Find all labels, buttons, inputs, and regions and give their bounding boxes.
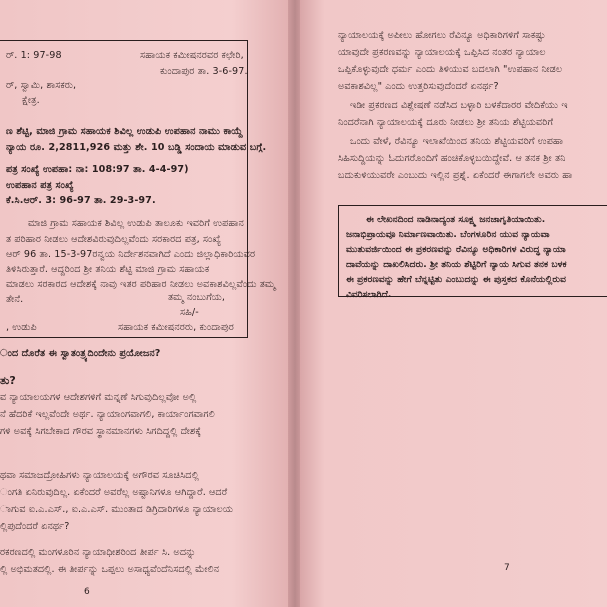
paragraph-line: ಾಗುವ ಐ.ಎ.ಎಸ್., ಐ.ಎ.ಎಸ್. ಮುಂತಾದ ಡಿಗ್ರಿದಾರಿಗಳೂ ನ್ಯಾಯಾಲಯ	[0, 504, 234, 515]
letter-addressee-line2: ಕ್ಷೇತ್ರ.	[22, 95, 40, 106]
paragraph-line: ಂಗತಿ ಏನಿರುವುದಿಲ್ಲ. ಏಕೆಂದರೆ ಅವರೆಲ್ಲ ಅಷ್ಟಾನಿಗಳೂ ಆಗಿದ್ದಾರೆ. ಆದರೆ	[0, 487, 228, 498]
paragraph-line: ನೆ ಹೆದರಿಕೆ ಇಲ್ಲವೆಂದೇ ಅರ್ಥ. ನ್ಯಾಯಾಂಗವಾಗಲಿ, ಕಾರ್ಯಾಂಗವಾಗಲಿ	[0, 409, 215, 420]
letter-body: ತಿಳಿಸಿರುತ್ತಾರೆ. ಆದ್ದರಿಂದ ಶ್ರೀ ತನಿಯ ಶೆಟ್ಟಿ ಮಾಜಿ ಗ್ರಾಮ ಸಹಾಯಕ	[6, 264, 210, 275]
paragraph-line: ಗಳಿ ಅವಕ್ಕೆ ಸಿಗಬೇಕಾದ ಗೌರವ ಸ್ಥಾನಮಾನಗಳು ಸಿಗದಿದ್ದಲ್ಲಿ ದೇಶಕ್ಕೆ	[0, 426, 202, 437]
letter-reference-line2: ಉಪಹಾನ ಪತ್ರ ಸಂಖ್ಯೆ	[6, 180, 74, 191]
note-line: ಜನಾಭಿಪ್ರಾಯವೂ ನಿರ್ಮಾಣವಾಯಿತು. ಬೆಂಗಳೂರಿನ ಯುವ ನ್ಯಾಯವಾ	[346, 230, 550, 240]
question-line: ಂದ ದೊರೆತ ಈ ಸ್ವಾತಂತ್ರ್ಯದಿಂದೇನು ಪ್ರಯೋಜನ?	[0, 348, 161, 359]
letter-footer-right: ಸಹಾಯಕ ಕಮೀಷನರರು, ಕುಂದಾಪುರ	[118, 322, 234, 333]
letter-reference: ಪತ್ರ ಸಂಖ್ಯೆ ಉಪಹಾ: ನಾ: 108:97 ತಾ. 4-4-97)	[6, 164, 189, 175]
page-number: 7	[504, 563, 510, 573]
letter-footer-left: , ಉಡುಪಿ	[6, 322, 37, 333]
paragraph-line: ನ್ಯಾಯಾಲಯಕ್ಕೆ ಅಪೀಲು ಹೋಗಲು ರೆವಿನ್ಯೂ ಅಧಿಕಾರಿಗಳಿಗೆ ಸಾಕಷ್ಟು	[338, 30, 546, 41]
note-line: ದಾವೆಯನ್ನು ದಾಖಲಿಸಿದರು. ಶ್ರೀ ತನಿಯ ಶೆಟ್ಟಿರಿಗೆ ನ್ಯಾಯ ಸಿಗುವ ತನಕ ಬಳಕ	[346, 260, 567, 270]
paragraph-line: ಬದುಕುಳಿಯುವರೇ ಎಂಬುದು ಇಲ್ಲಿನ ಪ್ರಶ್ನೆ. ಏಕೆಂದರೆ ಈಗಾಗಲೇ ಅವರು ಹಾ	[338, 170, 573, 181]
paragraph-line: ಲ್ಲಿಪುದೆಂದರೆ ಏನರ್ಥ?	[0, 521, 70, 532]
letter-body: ತ ಪರಿಹಾರ ನೀಡಲು ಆದೇಶವಿರುವುದಿಲ್ಲವೆಂದು ಸರಕಾರದ ಪತ್ರ, ಸಂಖ್ಯೆ	[6, 234, 222, 245]
letter-subject-line2: ನ್ಯಾಯ ರೂ. 2,2811,926 ಮತ್ತು ಶೇ. 10 ಬಡ್ಡಿ ಸಂದಾಯ ಮಾಡುವ ಬಗ್ಗೆ.	[6, 142, 267, 153]
letter-body: ಮಾಜಿ ಗ್ರಾಮ ಸಹಾಯಕ ಶಿವಿಲ್ಲ ಉಡುಪಿ ತಾಲೂಕು ಇವರಿಗೆ ಉಪಹಾನ	[28, 218, 244, 229]
letter-signature: ಸಹಿ/-	[180, 307, 199, 318]
letter-closing: ತಮ್ಮ ನಂಬುಗೆಯ,	[168, 292, 226, 303]
paragraph-line: ಲ್ಲಿ ಅಭಿಮತದಲ್ಲಿ. ಈ ತೀರ್ಪನ್ನು ಒಪ್ಪಲು ಅಸಾಧ್ಯವೆಂದೆನಿಸದಲ್ಲಿ ಮೇಲಿನ	[0, 564, 220, 575]
letter-addressee: ರ್, ಸ್ವಾಮಿ, ಶಾಸಕರು,	[6, 80, 77, 91]
letter-reference-line3: ಕೆ.ಸಿ.ಆರ್. 3: 96-97 ತಾ. 29-3-97.	[6, 195, 156, 206]
letter-office: ಸಹಾಯಕ ಕಮೀಷನರವರ ಕಛೇರಿ,	[140, 50, 244, 61]
paragraph-line: ಒಂದು ವೇಳೆ, ರೆವಿನ್ಯೂ ಇಲಾಖೆಯಿಂದ ತನಿಯ ಶೆಟ್ಟಿಯವರಿಗೆ ಉಪಹಾ	[350, 136, 564, 147]
paragraph-line: ನಿಂದರೆನಾಗಿ ನ್ಯಾಯಾಲಯಕ್ಕೆ ದೂರು ನೀಡಲು ಶ್ರೀ ತನಿಯ ಶೆಟ್ಟಿಯವರಿಗೆ	[338, 117, 554, 128]
letter-body: ಆರ್ 96 ತಾ. 15-3-97ರನ್ವಯ ನಿರ್ದೇಶನವಾಗಿದೆ ಎಂದು ಜಿಲ್ಲಾಧಿಕಾರಿಯವರ	[6, 249, 256, 260]
paragraph-line: ಅವಕಾಶವಿಲ್ಲ" ಎಂದು ಉತ್ತರಿಸುವುದೆಂದರೆ ಏನರ್ಥ?	[338, 81, 499, 92]
section-heading: ತು?	[0, 374, 16, 387]
right-page	[300, 0, 607, 607]
note-line: ಈ ಲೇಖನದಿಂದ ನಾಡಿನಾದ್ಯಂತ ಸೂಕ್ಷ್ಮ ಜನಜಾಗೃತಿಯಾಯಿತು.	[366, 215, 546, 225]
paragraph-line: ಇಡೀ ಪ್ರಕರಣದ ವಿಶ್ಲೇಷಣೆ ನಡೆಸಿದ ಬಳ್ಳಾರಿ ಬಳಕೆದಾರರ ವೇದಿಕೆಯು ಇ	[350, 100, 568, 111]
paragraph-line: ವ ನ್ಯಾಯಾಲಯಗಳ ಆದೇಶಗಳಿಗೆ ಮನ್ನಣೆ ಸಿಗುವುದಿಲ್ಲವೋ ಅಲ್ಲಿ	[0, 392, 197, 403]
paragraph-line: ಯಾವುದೇ ಪ್ರಕರಣವನ್ನು ನ್ಯಾಯಾಲಯಕ್ಕೆ ಒಪ್ಪಿಸಿದ ನಂತರ ನ್ಯಾಯಾಲ	[338, 47, 546, 58]
left-page	[0, 0, 290, 607]
letter-date: ಕುಂದಾಪುರ ತಾ. 3-6-97.	[160, 66, 248, 77]
letter-ref: ರ್. 1: 97-98	[6, 50, 62, 61]
paragraph-line: ಸಿಹಿಸುದ್ದಿಯನ್ನು ಓದುಗರೊಂದಿಗೆ ಹಂಚಿಕೊಳ್ಳಬಯಿದ್ದೇವೆ. ಆ ತನಕ ಶ್ರೀ ತನಿ	[338, 153, 566, 164]
note-line: ಮುತುವರ್ಜಿಯಿಂದ ಈ ಪ್ರಕರಣವನ್ನು ರೆವಿನ್ಯೂ ಅಧಿಕಾರಿಗಳ ವಿರುದ್ಧ ನ್ಯಾಯಾ	[346, 245, 566, 255]
note-line: ಈ ಪ್ರಕರಣವನ್ನು ಹೇಗೆ ಬೆನ್ನಟ್ಟಿತು ಎಂಬುದನ್ನು ಈ ಪುಸ್ತಕದ ಕೊನೆಯಲ್ಲಿರುವ	[346, 275, 566, 285]
letter-subject: ಣ ಶೆಟ್ಟಿ, ಮಾಜಿ ಗ್ರಾಮ ಸಹಾಯಕ ಶಿವಿಲ್ಲ ಉಡುಪಿ ಉಪಹಾನ ನಾಮು ಕಾಯ್ದೆ	[6, 126, 243, 137]
paragraph-line: ಒಪ್ಪಿಕೊಳ್ಳುವುದೇ ಧರ್ಮ ಎಂದು ತಿಳಿಯುವ ಬದಲಾಗಿ "ಉಪಹಾನ ನೀಡಲ	[338, 64, 563, 75]
letter-body: ತೇನೆ.	[6, 294, 24, 305]
page-number: 6	[84, 587, 90, 597]
paragraph-line: ರಕರಣದಲ್ಲಿ ಮಂಗಳೂರಿನ ನ್ಯಾಯಾಧೀಶರಿಂದ ತೀರ್ಪ ಸಿ. ಅದನ್ನು	[0, 547, 196, 558]
paragraph-line: ಥವಾ ಸಮಾಜದ್ರೋಹಿಗಳು ನ್ಯಾಯಾಲಯಕ್ಕೆ ಅಗೌರವ ಸೂಚಿಸಿದಲ್ಲಿ	[0, 470, 199, 481]
letter-body: ಮಾಡಲು ಸರಕಾರದ ಆದೇಶಕ್ಕೆ ನಾವು ಇತರ ಪರಿಹಾರ ನೀಡಲು ಅವಕಾಶವಿಲ್ಲವೆಂದು ತಮ್ಮ	[6, 279, 276, 290]
note-line: ವಿವರಿಸಲಾಗಿದೆ.	[346, 290, 392, 300]
